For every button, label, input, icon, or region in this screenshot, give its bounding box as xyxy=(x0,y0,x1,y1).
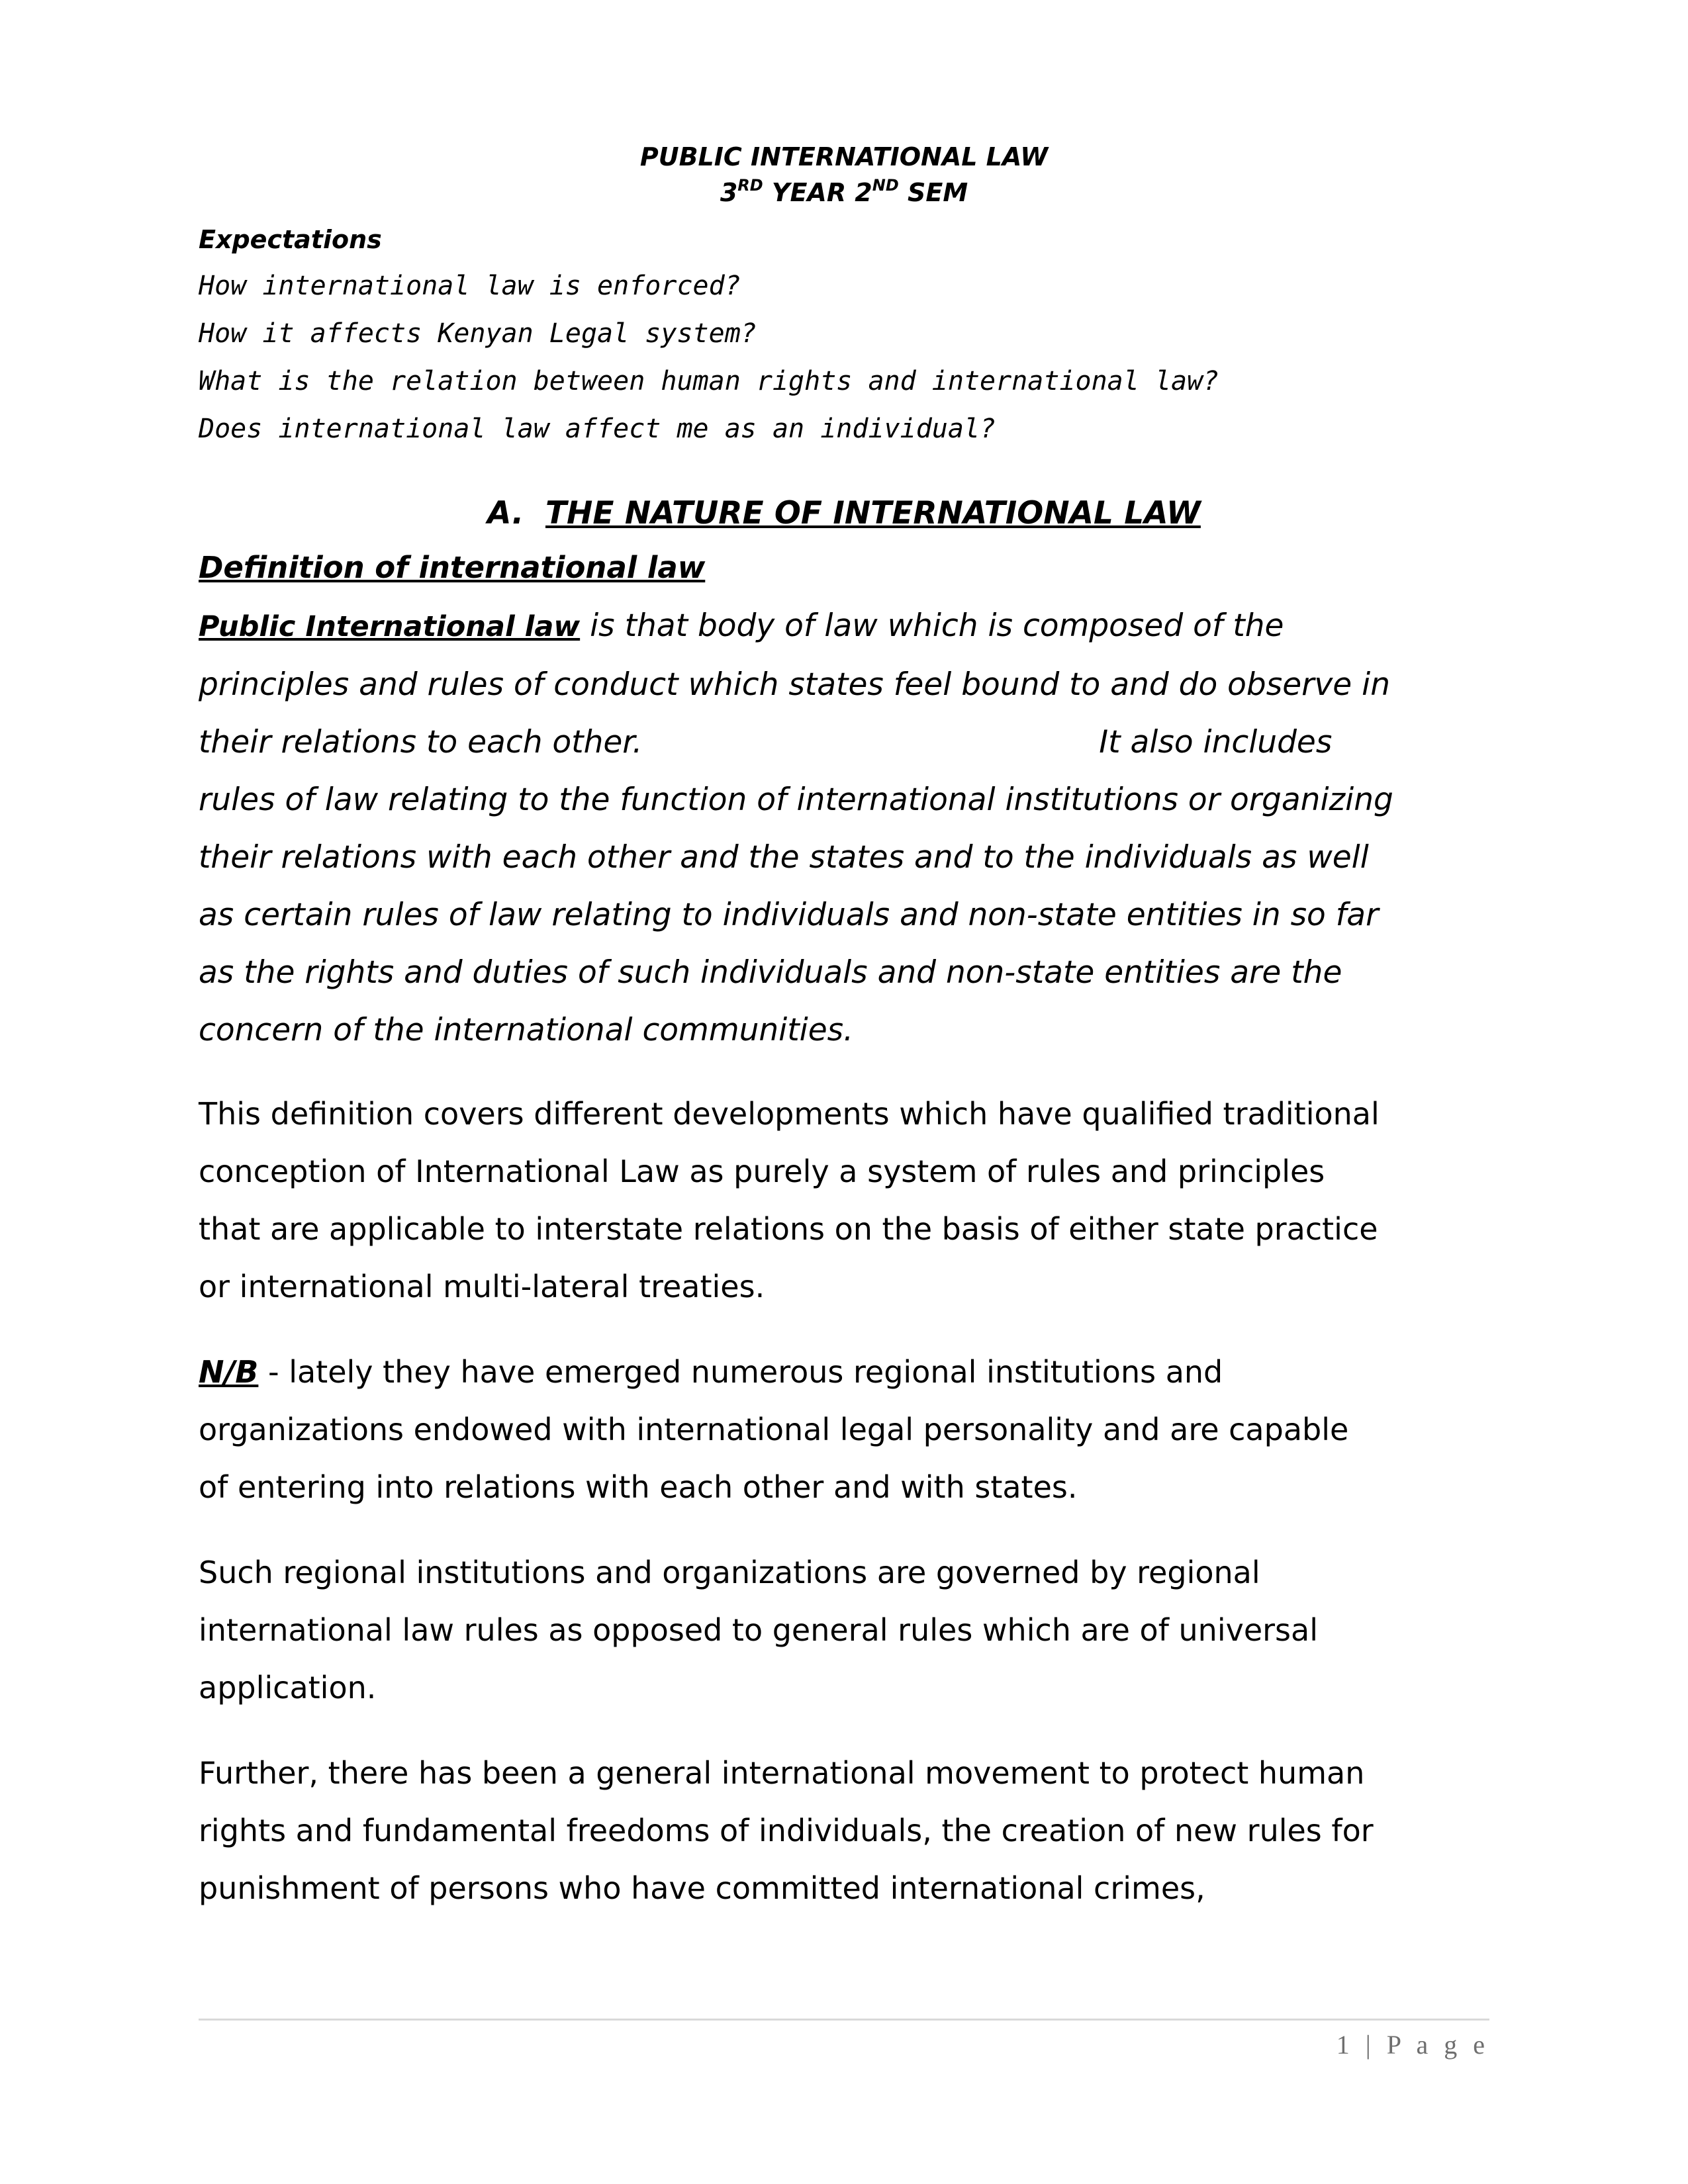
definition-line: rules of law relating to the function of international institutions or organizing xyxy=(199,782,1393,818)
expectation-item: How it affects Kenyan Legal system? xyxy=(199,318,757,349)
body-paragraph xyxy=(199,1544,1489,1717)
paragraph-line: of entering into relations with each other and with states. xyxy=(199,1469,1078,1505)
paragraph-line: that are applicable to interstate relations on the basis of either state practice xyxy=(199,1211,1378,1247)
definition-line: as the rights and duties of such individuals and non-state entities are the xyxy=(199,954,1342,991)
year-word: YEAR 2 xyxy=(763,178,872,207)
page-number: 1 | P a g e xyxy=(1336,2030,1489,2060)
paragraph-line: punishment of persons who have committed international crimes, xyxy=(199,1870,1205,1906)
paragraph-line xyxy=(199,1343,1489,1401)
definition-paragraph xyxy=(199,597,1489,1059)
document-subtitle xyxy=(199,175,1489,210)
paragraph-line: organizations endowed with international legal personality and are capable xyxy=(199,1412,1349,1447)
paragraph-line: application. xyxy=(199,1670,377,1706)
expectations-list xyxy=(199,262,1489,453)
expectation-item: What is the relation between human rights and international law? xyxy=(199,366,1219,396)
section-heading xyxy=(199,492,1489,535)
paragraph-line: This definition covers different developments which have qualified traditional xyxy=(199,1096,1380,1132)
sem-word: SEM xyxy=(898,178,968,207)
paragraph-text: - lately they have emerged numerous regional institutions and xyxy=(258,1354,1223,1390)
section-title: THE NATURE OF INTERNATIONAL LAW xyxy=(545,495,1201,531)
definition-text: is that body of law which is composed of the xyxy=(580,608,1284,644)
definition-line: concern of the international communities. xyxy=(199,1012,854,1048)
expectation-item: How international law is enforced? xyxy=(199,271,741,301)
definition-line: their relations with each other and the states and to the individuals as well xyxy=(199,839,1369,876)
paragraph-line: conception of International Law as purely a system of rules and principles xyxy=(199,1154,1325,1189)
paragraph-line: Such regional institutions and organizations are governed by regional xyxy=(199,1555,1260,1590)
definition-line: principles and rules of conduct which states feel bound to and do observe in xyxy=(199,666,1390,703)
year-suffix: RD xyxy=(737,176,763,195)
section-letter: A. xyxy=(487,495,524,531)
document-title: PUBLIC INTERNATIONAL LAW xyxy=(639,142,1049,171)
nb-paragraph xyxy=(199,1343,1489,1516)
definition-text: It also includes xyxy=(1099,724,1333,760)
expectations-heading: Expectations xyxy=(199,225,382,254)
definition-heading: Definition of international law xyxy=(199,550,706,585)
body-paragraph xyxy=(199,1745,1489,1917)
year-number: 3 xyxy=(720,178,738,207)
expectation-item: Does international law affect me as an individual? xyxy=(199,414,996,444)
sem-suffix: ND xyxy=(872,176,899,195)
nb-label: N/B xyxy=(199,1354,259,1390)
paragraph-line: international law rules as opposed to general rules which are of universal xyxy=(199,1612,1318,1648)
paragraph-line: Further, there has been a general international movement to protect human xyxy=(199,1755,1365,1791)
paragraph-line: rights and fundamental freedoms of individuals, the creation of new rules for xyxy=(199,1813,1374,1848)
definition-line xyxy=(199,597,1489,656)
paragraph-line: or international multi-lateral treaties. xyxy=(199,1269,765,1304)
definition-line xyxy=(199,713,1489,771)
body-paragraph xyxy=(199,1085,1489,1316)
page-content xyxy=(199,139,1489,1917)
definition-line: as certain rules of law relating to individuals and non-state entities in so far xyxy=(199,897,1379,933)
footer-divider xyxy=(199,2019,1489,2021)
defined-term: Public International law xyxy=(199,610,581,643)
definition-text: their relations to each other. xyxy=(199,724,643,760)
